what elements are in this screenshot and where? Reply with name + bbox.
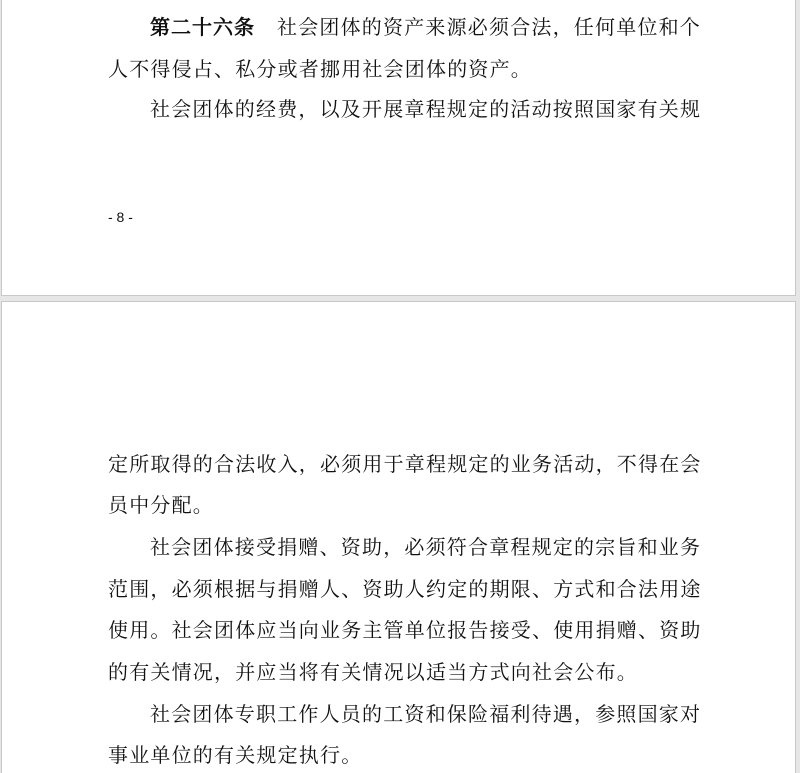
article-text: 社会团体的资产来源必须合法，任何单位和个 (277, 15, 701, 39)
document-page-9 (1, 301, 796, 773)
paragraph-line: 定所取得的合法收入，必须用于章程规定的业务活动，不得在会 (108, 452, 702, 476)
article-number: 第二十六条 (150, 15, 255, 39)
document-page-8 (1, 0, 796, 296)
paragraph-line: 人不得侵占、私分或者挪用社会团体的资产。 (108, 57, 532, 81)
page-number: - 8 - (108, 209, 133, 225)
paragraph-line: 社会团体的经费，以及开展章程规定的活动按照国家有关规 (150, 97, 702, 121)
paragraph-line: 社会团体专职工作人员的工资和保险福利待遇，参照国家对 (150, 702, 702, 726)
paragraph-line: 事业单位的有关规定执行。 (108, 743, 363, 767)
paragraph-line (150, 13, 701, 41)
paragraph-line: 的有关情况，并应当将有关情况以适当方式向社会公布。 (108, 660, 638, 684)
paragraph-line: 范围，必须根据与捐赠人、资助人约定的期限、方式和合法用途 (108, 577, 702, 601)
paragraph-line: 社会团体接受捐赠、资助，必须符合章程规定的宗旨和业务 (150, 535, 702, 559)
viewport-edge (796, 0, 800, 773)
paragraph-line: 使用。社会团体应当向业务主管单位报告接受、使用捐赠、资助 (108, 618, 702, 642)
paragraph-line: 员中分配。 (108, 493, 214, 517)
